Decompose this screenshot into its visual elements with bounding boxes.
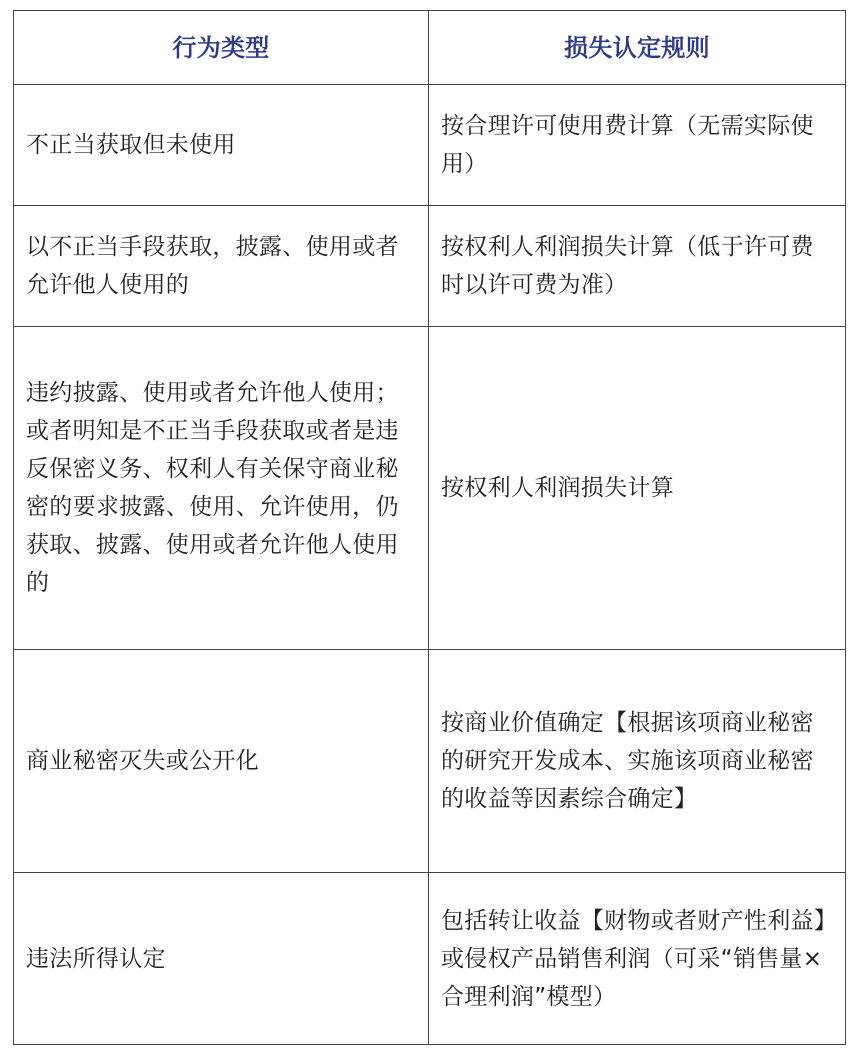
table-row [14,873,846,1045]
header-loss-rule: 损失认定规则 [429,11,846,85]
table-row [14,206,846,327]
rule-cell: 按商业价值确定【根据该项商业秘密的研究开发成本、实施该项商业秘密的收益等因素综合确定】 [429,650,846,873]
behavior-cell: 商业秘密灭失或公开化 [14,650,429,873]
behavior-cell: 违约披露、使用或者允许他人使用；或者明知是不正当手段获取或者是违反保密义务、权利人有关保守商业秘密的要求披露、使用、允许使用，仍获取、披露、使用或者允许他人使用的 [14,327,429,650]
header-behavior-type: 行为类型 [14,11,429,85]
loss-rules-table [13,10,846,1045]
table-header-row [14,11,846,85]
behavior-cell: 不正当获取但未使用 [14,85,429,206]
rule-cell: 按权利人利润损失计算（低于许可费时以许可费为准） [429,206,846,327]
table-row [14,85,846,206]
behavior-cell: 违法所得认定 [14,873,429,1045]
table-row [14,327,846,650]
rule-cell: 按合理许可使用费计算（无需实际使用） [429,85,846,206]
rule-cell: 包括转让收益【财物或者财产性利益】或侵权产品销售利润（可采“销售量×合理利润”模型） [429,873,846,1045]
rule-cell: 按权利人利润损失计算 [429,327,846,650]
table-row [14,650,846,873]
behavior-cell: 以不正当手段获取，披露、使用或者允许他人使用的 [14,206,429,327]
